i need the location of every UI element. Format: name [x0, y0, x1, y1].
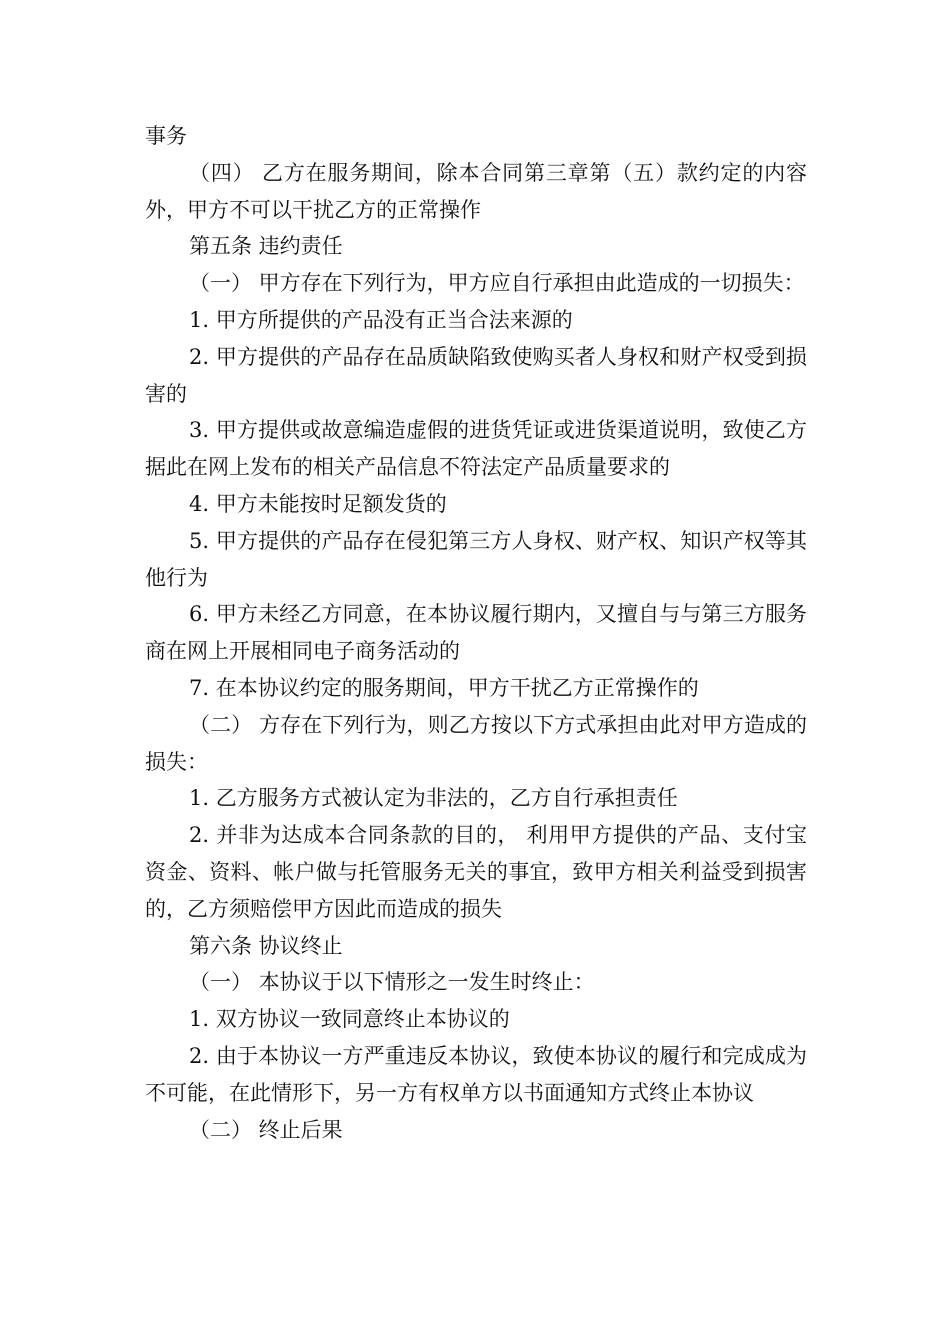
document-body [145, 118, 807, 1148]
section-heading: 第五条 违约责任 [189, 234, 343, 259]
list-item: 6. 甲方未经乙方同意，在本协议履行期内，又擅自与与第三方服务商在网上开展相同电子商务活动的 [145, 602, 807, 664]
paragraph: （二） 终止后果 [189, 1117, 343, 1142]
list-item: 2. 甲方提供的产品存在品质缺陷致使购买者人身权和财产权受到损害的 [145, 344, 807, 406]
section-heading: 第六条 协议终止 [189, 933, 343, 958]
list-item: 5. 甲方提供的产品存在侵犯第三方人身权、财产权、知识产权等其他行为 [145, 528, 807, 590]
list-item: 3. 甲方提供或故意编造虚假的进货凭证或进货渠道说明，致使乙方据此在网上发布的相关产品信息不符法定产品质量要求的 [145, 418, 807, 480]
list-item: 7. 在本协议约定的服务期间，甲方干扰乙方正常操作的 [189, 675, 699, 700]
list-item: 4. 甲方未能按时足额发货的 [189, 491, 447, 516]
list-item: 1. 乙方服务方式被认定为非法的，乙方自行承担责任 [189, 786, 678, 811]
paragraph: （四） 乙方在服务期间，除本合同第三章第（五）款约定的内容外，甲方不可以干扰乙方的正常操作 [145, 160, 807, 222]
paragraph: （一） 甲方存在下列行为，甲方应自行承担由此造成的一切损失： [189, 271, 805, 296]
paragraph: （一） 本协议于以下情形之一发生时终止： [189, 970, 595, 995]
paragraph: 事务 [145, 124, 187, 148]
list-item: 2. 由于本协议一方严重违反本协议，致使本协议的履行和完成成为不可能，在此情形下，另一方有权单方以书面通知方式终止本协议 [145, 1043, 807, 1105]
list-item: 2. 并非为达成本合同条款的目的， 利用甲方提供的产品、支付宝资金、资料、帐户做与托管服务无关的事宜，致甲方相关利益受到损害的，乙方须赔偿甲方因此而造成的损失 [145, 823, 807, 921]
paragraph: （二） 方存在下列行为，则乙方按以下方式承担由此对甲方造成的损失： [145, 712, 807, 774]
list-item: 1. 双方协议一致同意终止本协议的 [189, 1007, 510, 1032]
list-item: 1. 甲方所提供的产品没有正当合法来源的 [189, 307, 573, 332]
